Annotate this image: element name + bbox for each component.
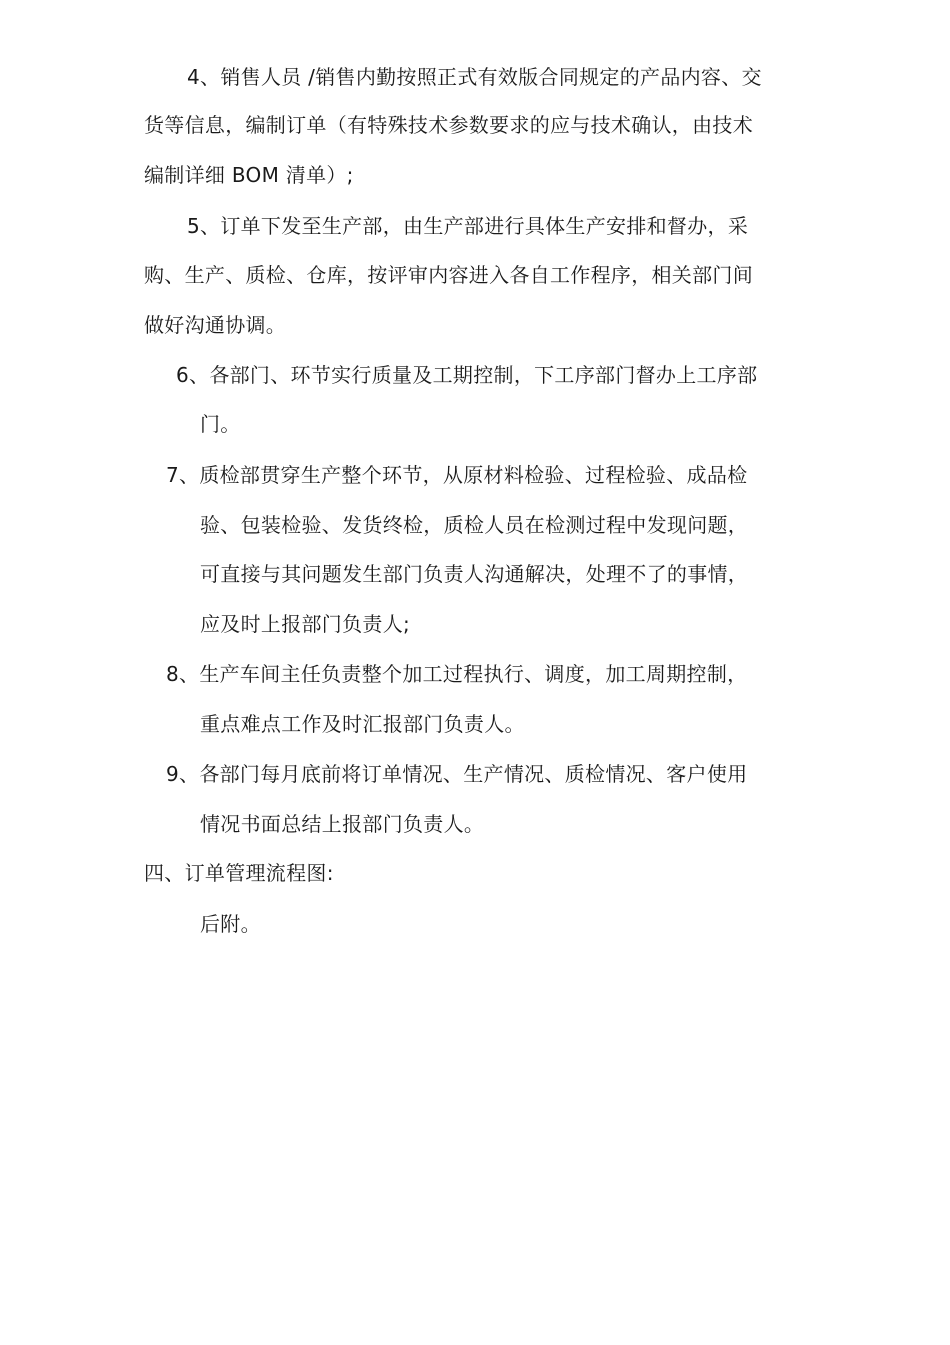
item-5-line-2: 购、生产、质检、仓库，按评审内容进入各自工作程序，相关部门间 xyxy=(144,263,753,287)
item-4-line-3: 编制详细 BOM 清单）; xyxy=(144,163,354,187)
item-4-line-2: 货等信息，编制订单（有特殊技术参数要求的应与技术确认，由技术 xyxy=(144,113,753,137)
section-4-heading: 四、订单管理流程图: xyxy=(144,861,334,885)
item-7-line-2: 验、包装检验、发货终检，质检人员在检测过程中发现问题， xyxy=(200,513,749,537)
item-9-line-2: 情况书面总结上报部门负责人。 xyxy=(200,812,485,836)
item-7-line-1: 7、质检部贯穿生产整个环节，从原材料检验、过程检验、成品检 xyxy=(166,463,748,487)
item-6-line-2: 门。 xyxy=(200,412,241,436)
item-9-line-1: 9、各部门每月底前将订单情况、生产情况、质检情况、客户使用 xyxy=(166,762,748,786)
item-6-line-1: 6、各部门、环节实行质量及工期控制，下工序部门督办上工序部 xyxy=(176,363,758,387)
section-4-body: 后附。 xyxy=(200,912,261,936)
item-4-line-1: 4、销售人员 /销售内勤按照正式有效版合同规定的产品内容、交 xyxy=(187,65,762,89)
item-7-line-3: 可直接与其问题发生部门负责人沟通解决，处理不了的事情， xyxy=(200,562,749,586)
item-8-line-2: 重点难点工作及时汇报部门负责人。 xyxy=(200,712,525,736)
item-8-line-1: 8、生产车间主任负责整个加工过程执行、调度，加工周期控制， xyxy=(166,662,748,686)
item-7-line-4: 应及时上报部门负责人; xyxy=(200,612,411,636)
item-5-line-1: 5、订单下发至生产部，由生产部进行具体生产安排和督办，采 xyxy=(187,214,749,238)
item-5-line-3: 做好沟通协调。 xyxy=(144,313,287,337)
